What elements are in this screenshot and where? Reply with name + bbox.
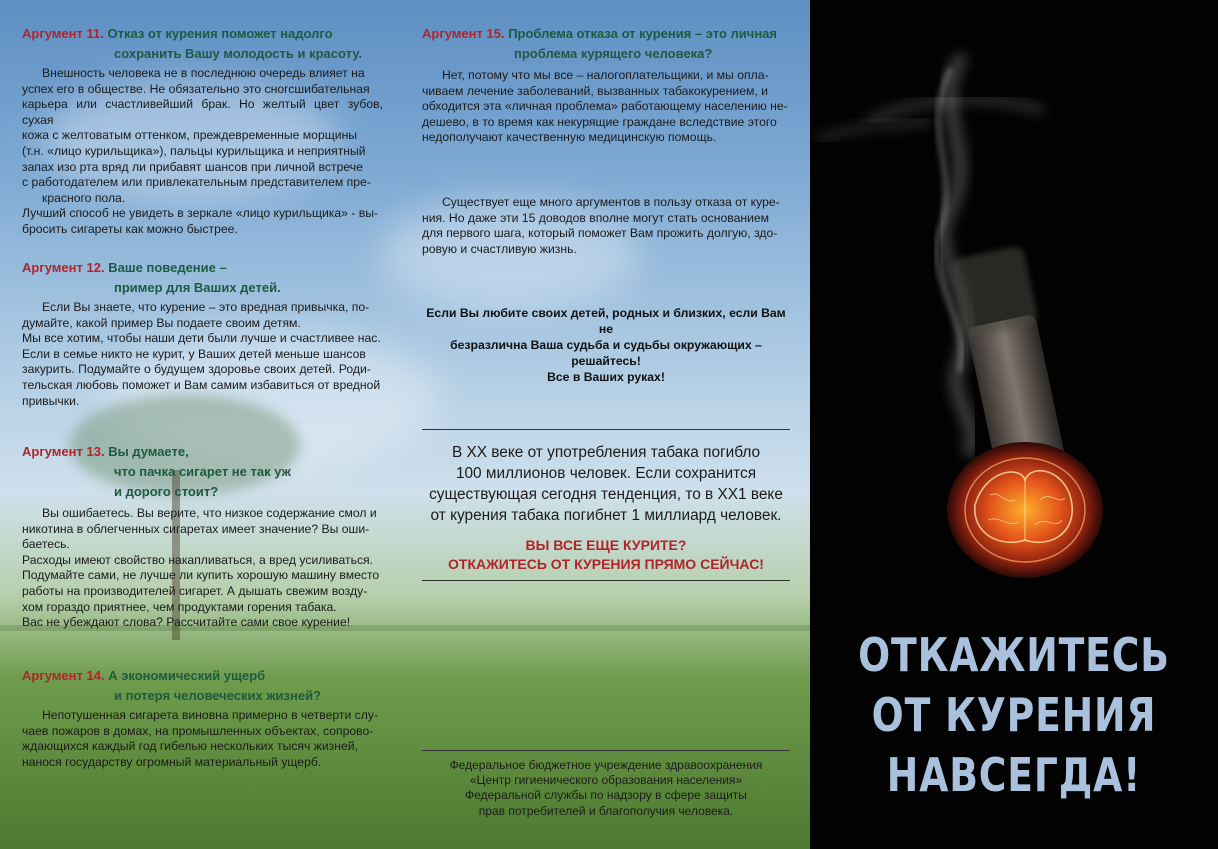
appeal-line: Если Вы любите своих детей, родных и близких, если Вам не xyxy=(426,306,786,336)
body-line: работы на производителей сигарет. А дышать свежим возду- xyxy=(22,583,368,598)
argument-title-line2: сохранить Вашу молодость и красоту. xyxy=(114,46,363,61)
headline-line: ОТ КУРЕНИЯ xyxy=(871,688,1157,742)
fact-line: от курения табака погибнет 1 миллиард человек. xyxy=(430,507,782,524)
body-line: красного пола. xyxy=(42,190,126,205)
argument-title-line3: и дорого стоит? xyxy=(114,484,219,499)
statistics-fact xyxy=(422,442,790,526)
body-line: (т.н. «лицо курильщика»), пальцы курильщика и неприятный xyxy=(22,143,366,158)
fact-line: существующая сегодня тенденция, то в ХХ1 веке xyxy=(429,486,783,503)
footer-line: Федеральной службы по надзору в сфере защиты xyxy=(465,788,747,803)
footer-line: прав потребителей и благополучия человека. xyxy=(478,803,734,818)
body-line: Если в семье никто не курит, у Ваших детей меньше шансов xyxy=(22,346,366,361)
argument-number: Аргумент 13. xyxy=(22,444,105,459)
body-line: чиваем лечение заболеваний, вызванных табакокурением, и xyxy=(422,83,768,98)
argument-title-line2: и потеря человеческих жизней? xyxy=(114,688,322,703)
argument-15-heading xyxy=(422,24,790,64)
argument-15 xyxy=(422,24,790,146)
fact-line: 100 миллионов человек. Если сохранится xyxy=(455,465,757,482)
publisher-footer xyxy=(422,758,790,819)
argument-title: Ваше поведение – xyxy=(108,260,227,275)
argument-11-heading xyxy=(22,24,383,64)
argument-14 xyxy=(22,666,383,770)
body-line: привычки. xyxy=(22,393,80,408)
argument-number: Аргумент 11. xyxy=(22,26,104,41)
body-line: Существует еще много аргументов в пользу отказа от куре- xyxy=(442,195,780,209)
argument-13 xyxy=(22,442,383,631)
body-line: чаев пожаров в домах, на промышленных объектах, сопрово- xyxy=(22,723,374,738)
body-line: ждающихся каждый год гибелью нескольких тысяч жизней, xyxy=(22,739,358,754)
call-to-action xyxy=(422,536,790,574)
fact-line: В ХХ веке от употребления табака погибло xyxy=(451,444,761,461)
argument-number: Аргумент 12. xyxy=(22,260,105,275)
argument-12-body xyxy=(22,300,383,409)
body-line: хом гораздо приятнее, чем продуктами горения табака. xyxy=(22,599,337,614)
body-line: Если Вы знаете, что курение – это вредная привычка, по- xyxy=(42,300,370,314)
argument-number: Аргумент 14. xyxy=(22,668,105,683)
body-line: Расходы имеют свойство накапливаться, а вред усиливаться. xyxy=(22,552,374,567)
argument-14-heading xyxy=(22,666,383,706)
argument-title: Проблема отказа от курения – это личная xyxy=(508,26,777,41)
body-line: обходится эта «личная проблема» работающему населению не- xyxy=(422,99,788,114)
argument-title-line2: пример для Ваших детей. xyxy=(114,280,281,295)
body-line: успех его в обществе. Не обязательно это сногсшибательная xyxy=(22,81,370,96)
appeal-line: безразлична Ваша судьба и судьбы окружающих – решайтесь! xyxy=(450,338,762,368)
statistics-box xyxy=(422,429,790,581)
call-line: ВЫ ВСЕ ЕЩЕ КУРИТЕ? xyxy=(525,537,687,553)
body-line: тельская любовь поможет и Вам самим избавиться от вредной xyxy=(22,377,381,392)
body-line: кожа с желтоватым оттенком, преждевременные морщины xyxy=(22,128,358,143)
body-line: нанося государству огромный материальный ущерб. xyxy=(22,754,322,769)
body-line: ровую и счастливую жизнь. xyxy=(422,241,577,256)
body-line: Вас не убеждают слова? Рассчитайте сами свое курение! xyxy=(22,615,351,630)
headline-line: НАВСЕГДА! xyxy=(886,748,1142,802)
argument-title: А экономический ущерб xyxy=(108,668,266,683)
appeal-line: Все в Ваших руках! xyxy=(547,370,665,384)
body-line: с работодателем или привлекательным представителем пре- xyxy=(22,175,371,190)
argument-title: Вы думаете, xyxy=(108,444,189,459)
argument-12-heading xyxy=(22,258,383,298)
argument-number: Аргумент 15. xyxy=(422,26,505,41)
brain-ember-icon xyxy=(947,442,1103,578)
body-line: Непотушенная сигарета виновна примерно в четверти слу- xyxy=(42,708,378,722)
argument-13-heading xyxy=(22,442,383,502)
more-arguments-paragraph xyxy=(422,195,790,257)
body-line: Лучший способ не увидеть в зеркале «лицо курильщика» - вы- xyxy=(22,206,379,221)
body-line: Вы ошибаетесь. Вы верите, что низкое содержание смол и xyxy=(42,506,377,520)
body-line: никотина в облегченных сигаретах имеет значение? Вы оши- xyxy=(22,521,370,536)
footer-line: Федеральное бюджетное учреждение здравоохранения xyxy=(449,758,763,772)
body-line: думайте, какой пример Вы подаете своим детям. xyxy=(22,315,301,330)
body-line: для первого шага, который поможет Вам прожить долгую, здо- xyxy=(422,226,778,241)
appeal-note xyxy=(422,305,790,385)
argument-title-line2: проблема курящего человека? xyxy=(514,46,713,61)
argument-11-body xyxy=(22,66,383,238)
body-line: карьера или счастливейший брак. Но желтый цвет зубов, сухая xyxy=(22,97,383,127)
argument-title: Отказ от курения поможет надолго xyxy=(107,26,333,41)
body-line: запах изо рта вряд ли прибавят шансов при личной встрече xyxy=(22,159,363,174)
footer-divider xyxy=(422,750,790,751)
argument-14-body xyxy=(22,708,383,770)
body-line: недополучают качественную медицинскую помощь. xyxy=(422,130,717,145)
argument-11 xyxy=(22,24,383,238)
body-line: закурить. Подумайте о будущем здоровье своих детей. Роди- xyxy=(22,362,371,377)
cover-headline xyxy=(847,625,1182,805)
argument-12 xyxy=(22,258,383,409)
footer-line: «Центр гигиенического образования населения» xyxy=(469,773,743,788)
body-line: дешево, в то время как некурящие граждане вследствие этого xyxy=(422,114,777,129)
body-line: Внешность человека не в последнюю очередь влияет на xyxy=(42,66,365,80)
body-line: ния. Но даже эти 15 доводов вполне могут стать основанием xyxy=(422,210,770,225)
headline-line: ОТКАЖИТЕСЬ xyxy=(858,628,1170,682)
body-line: баетесь. xyxy=(22,537,70,552)
argument-title-line2: что пачка сигарет не так уж xyxy=(114,464,291,479)
argument-13-body xyxy=(22,506,383,631)
body-line: Нет, потому что мы все – налогоплательщики, и мы опла- xyxy=(442,68,769,82)
body-line: бросить сигареты как можно быстрее. xyxy=(22,221,238,236)
body-line: Мы все хотим, чтобы наши дети были лучше и счастливее нас. xyxy=(22,331,381,346)
cover-panel xyxy=(810,0,1218,849)
body-line: Подумайте сами, не лучше ли купить хорошую машину вместо xyxy=(22,568,380,583)
argument-15-body xyxy=(422,68,790,146)
call-line: ОТКАЖИТЕСЬ ОТ КУРЕНИЯ ПРЯМО СЕЙЧАС! xyxy=(448,556,764,572)
